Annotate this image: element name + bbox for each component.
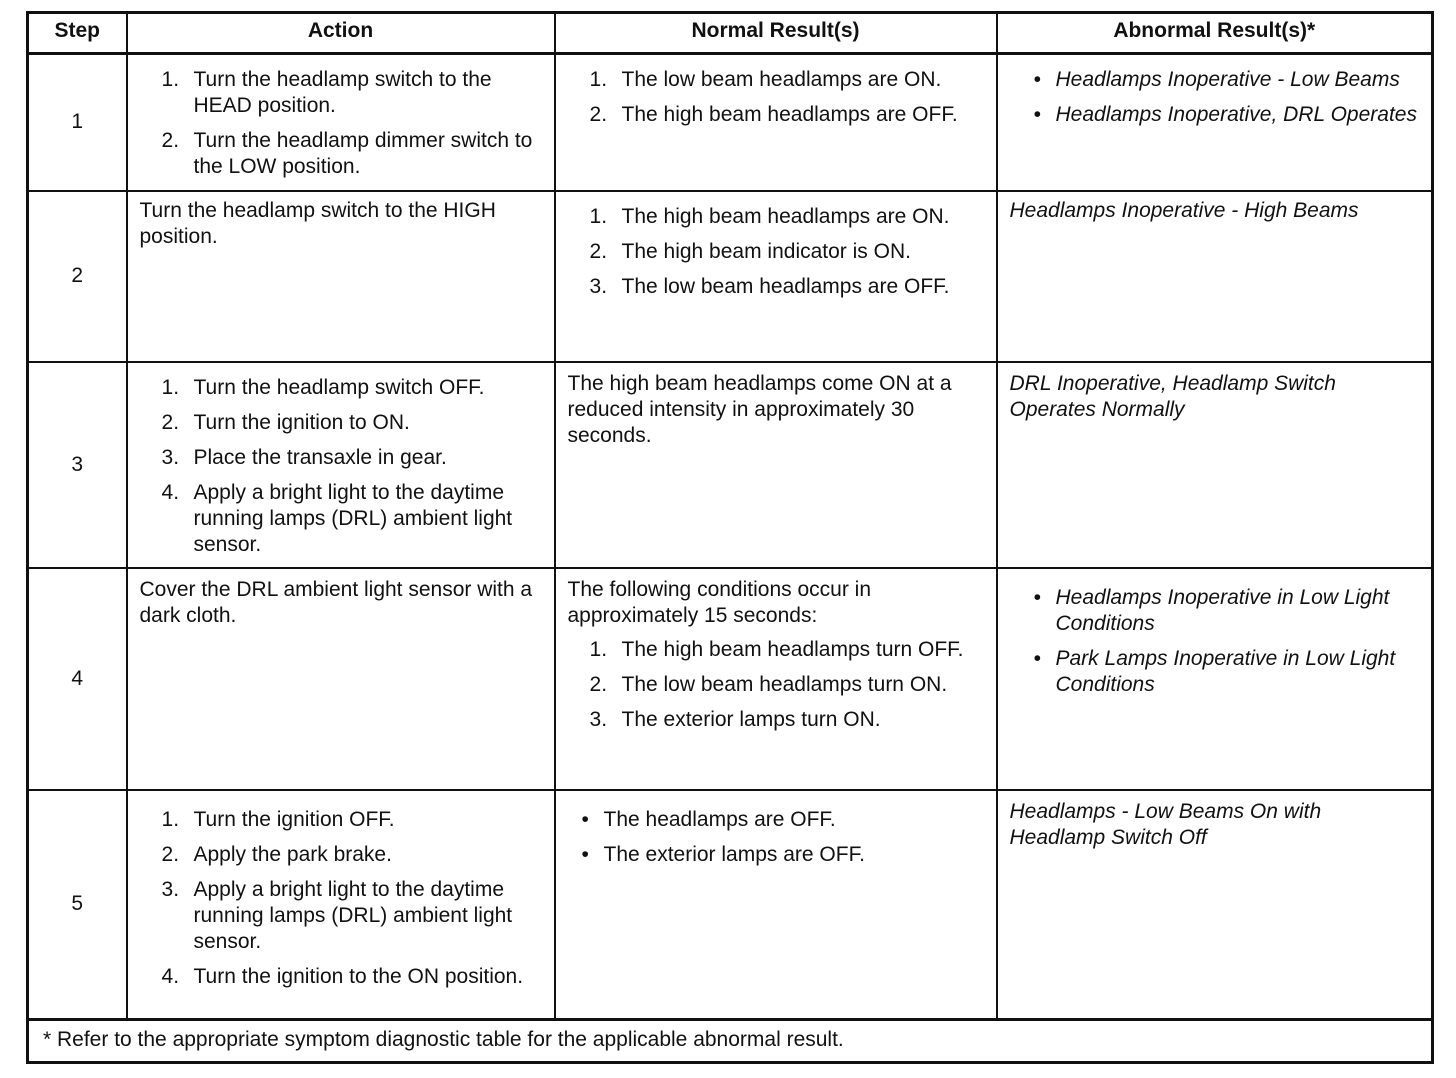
action-cell [127,54,555,191]
action-list [140,807,542,990]
list-item: Apply the park brake. [193,842,392,866]
list-item: • Headlamps Inoperative, DRL Operates [1010,102,1420,128]
abnormal-result-cell [997,362,1433,568]
abnormal-result-list [1010,67,1420,128]
footnote-row [28,1020,1433,1063]
list-item: • Park Lamps Inoperative in Low Light Conditions [1010,646,1420,698]
table-row [28,362,1433,568]
normal-result-list [568,807,984,868]
header-row [28,13,1433,54]
step-number: 5 [28,790,127,1020]
footnote: * Refer to the appropriate symptom diagnostic table for the applicable abnormal result. [28,1020,1433,1063]
header-action: Action [127,13,555,54]
abnormal-result-cell [997,191,1433,362]
table-row [28,790,1433,1020]
list-item: Apply a bright light to the daytime running lamps (DRL) ambient light sensor. [193,877,513,953]
table-row [28,191,1433,362]
list-item: The exterior lamps turn ON. [621,707,881,731]
abnormal-result-text: DRL Inoperative, Headlamp Switch Operates Normally [1009,371,1336,421]
normal-result-list [568,637,984,733]
list-item: The low beam headlamps are OFF. [621,274,950,298]
list-item: Turn the headlamp dimmer switch to the LOW position. [193,129,533,178]
list-item: The high beam headlamps turn OFF. [621,637,964,661]
abnormal-result-cell [997,790,1433,1020]
table-row [28,54,1433,191]
action-list [140,375,542,558]
normal-result-cell [555,191,997,362]
normal-result-text: The high beam headlamps come ON at a reduced intensity in approximately 30 seconds. [567,371,952,447]
list-item: Place the transaxle in gear. [193,445,447,469]
list-item: Turn the headlamp switch OFF. [193,375,485,399]
list-item: The low beam headlamps are ON. [621,68,942,91]
abnormal-result-cell [997,54,1433,191]
list-item: • The headlamps are OFF. [568,807,984,833]
step-number: 4 [28,568,127,790]
abnormal-result-text: Headlamps - Low Beams On with Headlamp Switch Off [1009,799,1322,849]
action-cell [127,191,555,362]
abnormal-result-text: Headlamps Inoperative - High Beams [1009,198,1359,222]
diagnostic-table [26,11,1434,1064]
normal-result-cell [555,362,997,568]
normal-result-intro: The following conditions occur in approximately 15 seconds: [567,577,871,627]
action-cell [127,790,555,1020]
step-number: 1 [28,54,127,191]
action-text: Turn the headlamp switch to the HIGH position. [139,198,496,248]
list-item: The low beam headlamps turn ON. [621,672,948,696]
header-abnormal-results: Abnormal Result(s)* [997,13,1433,54]
step-number: 2 [28,191,127,362]
list-item: The high beam indicator is ON. [621,239,911,263]
list-item: Turn the ignition OFF. [193,807,395,831]
normal-result-cell [555,568,997,790]
header-step: Step [28,13,127,54]
list-item: Turn the headlamp switch to the HEAD position. [193,68,492,117]
list-item: • The exterior lamps are OFF. [568,842,984,868]
abnormal-result-list [1010,585,1420,698]
list-item: The high beam headlamps are OFF. [621,103,958,126]
action-text: Cover the DRL ambient light sensor with a dark cloth. [139,577,533,627]
normal-result-cell [555,790,997,1020]
list-item: • Headlamps Inoperative in Low Light Conditions [1010,585,1420,637]
action-cell [127,568,555,790]
list-item: • Headlamps Inoperative - Low Beams [1010,67,1420,93]
list-item: Turn the ignition to the ON position. [193,964,524,988]
normal-result-list [568,67,984,128]
abnormal-result-cell [997,568,1433,790]
action-cell [127,362,555,568]
header-normal-results: Normal Result(s) [555,13,997,54]
table-row [28,568,1433,790]
step-number: 3 [28,362,127,568]
list-item: Apply a bright light to the daytime running lamps (DRL) ambient light sensor. [193,480,513,556]
action-list [140,67,542,180]
normal-result-cell [555,54,997,191]
list-item: Turn the ignition to ON. [193,410,410,434]
normal-result-list [568,204,984,300]
list-item: The high beam headlamps are ON. [621,204,950,228]
